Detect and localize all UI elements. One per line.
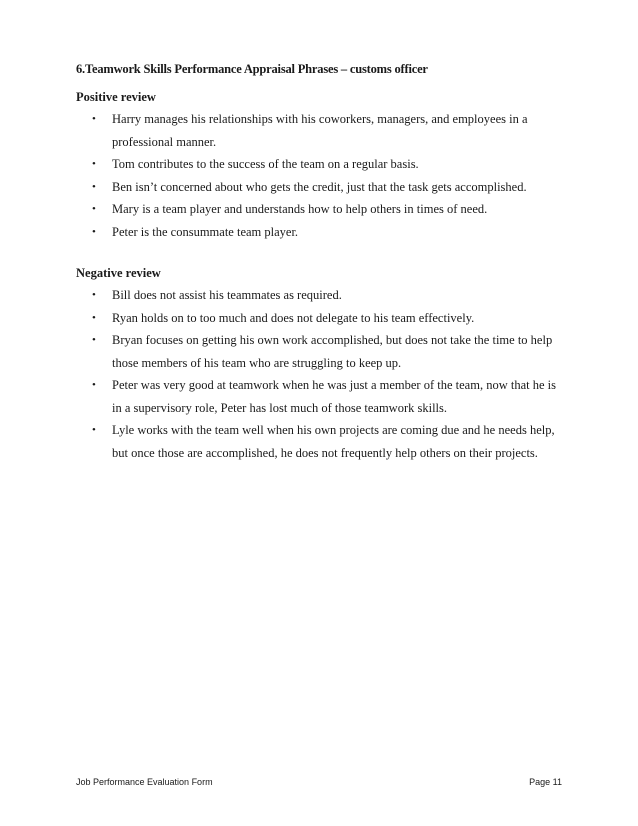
list-item-text: Peter was very good at teamwork when he was just a member of the team, now that he is in a supervisory role, Peter has lost much of those teamwork skills. <box>112 378 556 415</box>
bullet-icon: • <box>92 158 96 170</box>
document-title: 6.Teamwork Skills Performance Appraisal Phrases – customs officer <box>76 62 428 76</box>
list-item <box>76 419 566 464</box>
list-item <box>76 307 566 330</box>
bullet-icon: • <box>92 225 96 238</box>
list-item-text: Mary is a team player and understands how to help others in times of need. <box>112 202 488 216</box>
list-item <box>76 176 566 199</box>
bullet-icon: • <box>92 311 96 324</box>
bullet-icon: • <box>92 334 96 346</box>
footer-form-name: Job Performance Evaluation Form <box>76 777 213 787</box>
list-item <box>76 329 566 374</box>
bullet-icon: • <box>92 203 96 215</box>
bullet-icon: • <box>92 424 96 436</box>
list-item <box>76 221 566 244</box>
bullet-icon: • <box>92 379 96 391</box>
list-item <box>76 284 566 307</box>
list-item-text: Ben isn’t concerned about who gets the credit, just that the task gets accomplished. <box>112 179 527 194</box>
list-item-text: Bill does not assist his teammates as required. <box>112 288 342 302</box>
list-item <box>76 198 566 221</box>
negative-review-list <box>76 284 566 464</box>
list-item-text: Bryan focuses on getting his own work accomplished, but does not take the time to help those members of his team who are struggling to keep up. <box>112 333 553 370</box>
list-item-text: Tom contributes to the success of the team on a regular basis. <box>112 157 419 171</box>
positive-review-heading: Positive review <box>76 90 156 104</box>
list-item <box>76 374 566 419</box>
list-item-text: Ryan holds on to too much and does not delegate to his team effectively. <box>112 310 475 325</box>
list-item <box>76 108 566 153</box>
bullet-icon: • <box>92 113 96 125</box>
positive-review-list <box>76 108 566 243</box>
list-item-text: Harry manages his relationships with his coworkers, managers, and employees in a professional manner. <box>112 112 528 149</box>
bullet-icon: • <box>92 180 96 193</box>
list-item-text: Peter is the consummate team player. <box>112 224 299 239</box>
list-item-text: Lyle works with the team well when his own projects are coming due and he needs help, but once those are accomplished, he does not frequently help others on their projects. <box>112 423 555 460</box>
footer-page-number: Page 11 <box>529 777 562 787</box>
bullet-icon: • <box>92 289 96 301</box>
negative-review-heading: Negative review <box>76 266 161 280</box>
list-item <box>76 153 566 176</box>
